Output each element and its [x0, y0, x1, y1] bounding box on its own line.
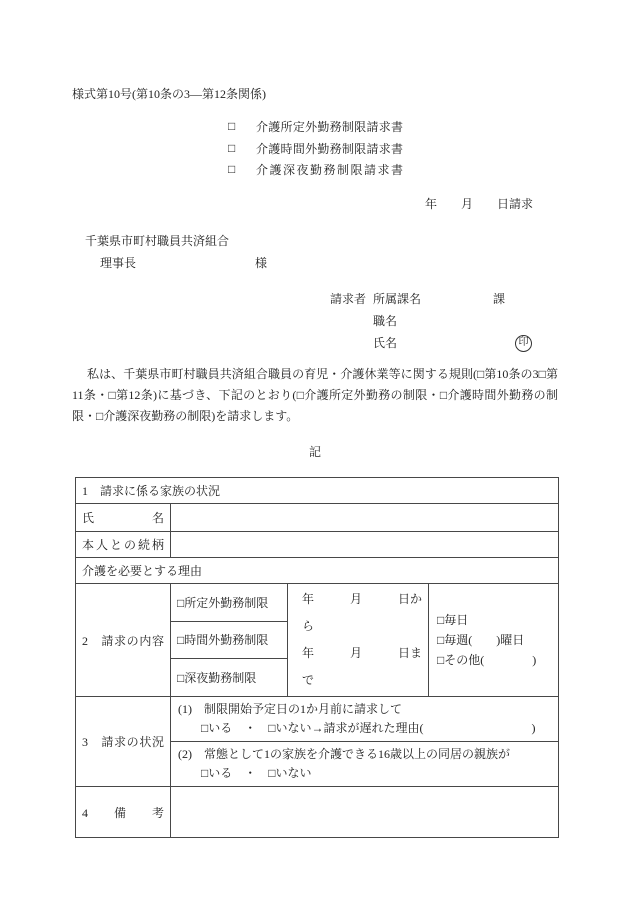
record-mark: 記 — [308, 445, 321, 459]
intro-paragraph: 私は、千葉県市町村職員共済組合職員の育児・介護休業等に関する規則(□第10条の3□第11条・□第12条)に基づき、下記のとおり(□介護所定外勤務の制限・□介護時間外勤務の制限・□介護深夜勤務の制限)を請求します。 — [72, 367, 558, 423]
restriction-option-cell: □深夜勤務制限 — [171, 659, 288, 697]
table-row — [76, 558, 559, 584]
addressee-organization: 千葉県市町村職員共済組合 — [85, 234, 230, 248]
care-reason-label-cell: 介護を必要とする理由 — [76, 558, 559, 584]
table-row — [76, 504, 559, 532]
table-row — [76, 532, 559, 558]
department-row — [373, 288, 532, 310]
form-number: 様式第10号(第10条の3—第12条関係) — [72, 87, 266, 101]
section4-label-cell: 4 備 考 — [76, 787, 171, 838]
seal-icon — [515, 335, 532, 352]
period-to: 年 月 日まで — [302, 646, 423, 687]
requester-label: 請求者 — [330, 292, 367, 306]
status-item2-line1: (2) 常態として1の家族を介護できる16歳以上の同居の親族が — [178, 747, 510, 761]
frequency-option: □毎週( )曜日 — [437, 633, 525, 647]
relation-input-cell — [171, 532, 559, 558]
section3-label-cell: 3 請求の状況 — [76, 697, 171, 787]
frequency-option: □毎日 — [437, 613, 469, 627]
table-row — [76, 697, 559, 742]
table-row — [76, 787, 559, 838]
requester-fields — [373, 288, 532, 354]
frequency-cell — [429, 584, 559, 697]
position-row — [373, 310, 532, 332]
relation-label-cell: 本人との続柄 — [76, 532, 171, 558]
title-option — [228, 159, 403, 181]
status-item2-cell — [171, 742, 559, 787]
requester-block — [330, 288, 532, 354]
checkbox-icon: □ — [228, 140, 236, 155]
remarks-input-cell — [171, 787, 559, 838]
table-row — [76, 478, 559, 504]
family-name-label-cell: 氏名 — [76, 504, 171, 532]
section1-title-cell: 1 請求に係る家族の状況 — [76, 478, 559, 504]
status-item2-line2: □いる ・ □いない — [201, 766, 312, 780]
status-item1-line2: □いる ・ □いない→請求が遅れた理由( ) — [201, 721, 536, 735]
period-cell — [288, 584, 429, 697]
table-row — [76, 584, 559, 622]
frequency-option: □その他( ) — [437, 653, 537, 667]
position-label: 職名 — [373, 314, 398, 328]
status-item1-line1: (1) 制限開始予定日の1か月前に請求して — [178, 702, 402, 716]
title-option — [228, 116, 403, 138]
department-label: 所属課名 — [373, 292, 422, 306]
request-details-table — [75, 477, 559, 838]
status-item1-cell — [171, 697, 559, 742]
section2-label-cell: 2 請求の内容 — [76, 584, 171, 697]
name-label: 氏名 — [373, 336, 398, 350]
checkbox-icon: □ — [228, 162, 236, 177]
title-option — [228, 138, 403, 160]
family-name-input-cell — [171, 504, 559, 532]
request-date-line: 年 月 日請求 — [424, 197, 533, 211]
title-option-label: 介護時間外勤務制限請求書 — [256, 141, 403, 156]
checkbox-icon: □ — [228, 119, 236, 134]
title-option-label: 介護深夜勤務制限請求書 — [256, 163, 403, 178]
title-option-label: 介護所定外勤務制限請求書 — [256, 120, 403, 135]
name-row — [373, 332, 532, 354]
addressee-title-line — [85, 252, 267, 274]
restriction-option-cell: □所定外勤務制限 — [171, 584, 288, 622]
addressee-block — [85, 230, 267, 274]
seal-character: 印 — [518, 337, 529, 348]
period-from: 年 月 日から — [302, 592, 423, 633]
addressee-honorific: 様 — [255, 256, 268, 270]
form-title-options — [228, 116, 403, 181]
restriction-option-cell: □時間外勤務制限 — [171, 621, 288, 659]
addressee-title: 理事長 — [100, 256, 137, 270]
department-unit-label: 課 — [493, 292, 506, 306]
